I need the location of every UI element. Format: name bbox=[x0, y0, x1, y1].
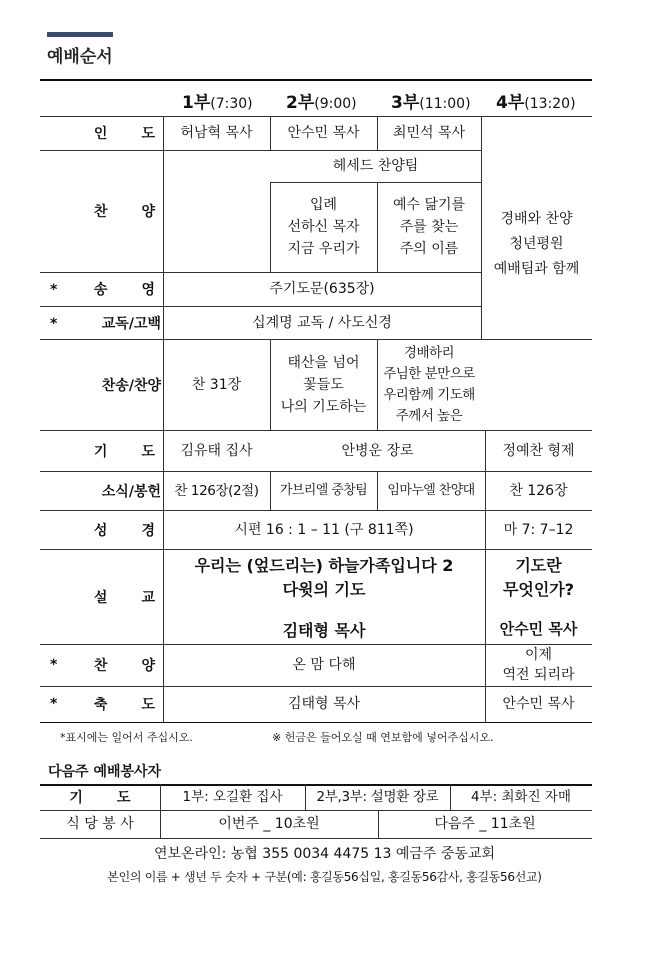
leader-label: 인 도 bbox=[93, 126, 155, 142]
leader-service-1: 허남혁 목사 bbox=[180, 125, 253, 141]
service-3-header: 3부(11:00) bbox=[391, 93, 471, 113]
prayer-service-1: 김유태 집사 bbox=[180, 442, 253, 459]
offering-label: 소식/봉헌 bbox=[101, 483, 161, 500]
offering-service-1: 찬 126장(2절) bbox=[174, 482, 259, 499]
leader-service-2: 안수민 목사 bbox=[287, 125, 360, 141]
scripture-service-4: 마 7: 7–12 bbox=[503, 521, 574, 538]
deposit-format: 본인의 이름 + 생년 두 숫자 + 구분(예: 홍길동56십일, 홍길동56감사, 홍길동56선교) bbox=[107, 870, 542, 884]
online-offering: 연보온라인: 농협 355 0034 4475 13 예금주 중동교회 bbox=[154, 846, 495, 862]
benediction-value: 김태형 목사 bbox=[287, 696, 361, 712]
sermon-title-line: 무엇인가? bbox=[502, 580, 575, 599]
sermon-title bbox=[163, 554, 485, 602]
service-4-merged-praise bbox=[481, 150, 592, 339]
kitchen-this-week: 이번주 _ 10초원 bbox=[218, 816, 320, 832]
benediction-label: 축 도 bbox=[93, 697, 155, 713]
closing-hymn-label: 찬 양 bbox=[93, 658, 155, 674]
table-bottom-border bbox=[40, 722, 592, 723]
next-week-title: 다음주 예배봉사자 bbox=[48, 764, 162, 780]
closing-hymn-line: 역전 되리라 bbox=[502, 667, 575, 683]
scripture-label: 성 경 bbox=[93, 522, 155, 539]
sermon-service-4-title bbox=[485, 554, 592, 602]
prayer-service-23: 안병운 장로 bbox=[341, 442, 414, 459]
song-item: 주님한 분만으로 bbox=[383, 365, 475, 382]
song-item: 나의 기도하는 bbox=[280, 398, 367, 415]
hymn-service-3-songs bbox=[377, 339, 481, 430]
merged-line: 청년평원 bbox=[509, 236, 564, 252]
closing-hymn-service-4 bbox=[485, 644, 592, 686]
creed-value: 십계명 교독 / 사도신경 bbox=[252, 314, 392, 331]
offering-note: ※ 헌금은 들어오실 때 연보함에 넣어주십시오. bbox=[272, 731, 494, 744]
song-item: 주의 이름 bbox=[399, 241, 459, 257]
next-prayer-4: 4부: 최화진 자매 bbox=[471, 789, 571, 805]
song-item: 예수 닮기를 bbox=[392, 197, 466, 213]
service-2-header: 2부(9:00) bbox=[286, 93, 357, 113]
song-item: 선하신 목자 bbox=[287, 219, 360, 235]
praise-team: 헤세드 찬양팀 bbox=[332, 158, 419, 174]
kitchen-next-week: 다음주 _ 11초원 bbox=[434, 816, 536, 832]
song-item: 주를 찾는 bbox=[399, 219, 459, 235]
next-prayer-1: 1부: 오길환 집사 bbox=[182, 789, 283, 805]
stand-mark: * bbox=[50, 696, 58, 712]
praise-service-2-songs bbox=[270, 182, 377, 272]
song-item: 주께서 높은 bbox=[395, 407, 463, 424]
sermon-preacher: 김태형 목사 bbox=[282, 621, 366, 640]
sermon-title-line: 다윗의 기도 bbox=[282, 580, 366, 599]
hymn-service-2-songs bbox=[270, 339, 377, 430]
leader-service-3: 최민석 목사 bbox=[392, 125, 466, 141]
song-item: 태산을 넘어 bbox=[287, 354, 360, 371]
benediction-service-4: 안수민 목사 bbox=[502, 696, 575, 712]
doxology-value: 주기도문(635장) bbox=[269, 281, 375, 297]
table-top-border bbox=[40, 79, 592, 81]
next-prayer-23: 2부,3부: 설명환 장로 bbox=[316, 789, 439, 805]
service-1-header: 1부(7:30) bbox=[182, 93, 253, 113]
doxology-label: 송 영 bbox=[93, 282, 155, 298]
praise-service-3-songs bbox=[377, 182, 481, 272]
scripture-value: 시편 16 : 1 – 11 (구 811쪽) bbox=[234, 521, 414, 538]
merged-line: 경배와 찬양 bbox=[500, 211, 573, 227]
kitchen-label: 식 당 봉 사 bbox=[66, 816, 134, 832]
sermon-service-4-preacher: 안수민 목사 bbox=[499, 620, 578, 638]
sermon-title-line: 기도란 bbox=[515, 556, 562, 575]
song-item: 우리함께 기도해 bbox=[383, 386, 475, 403]
closing-hymn-value: 온 맘 다해 bbox=[292, 657, 356, 673]
sermon-title-line: 우리는 (엎드리는) 하늘가족입니다 2 bbox=[194, 556, 454, 575]
next-prayer-label: 기 도 bbox=[69, 790, 131, 806]
service-4-header: 4부(13:20) bbox=[496, 93, 576, 113]
prayer-service-4: 정예찬 형제 bbox=[502, 442, 575, 459]
hymn-service-1: 찬 31장 bbox=[191, 376, 242, 393]
offering-service-4: 찬 126장 bbox=[509, 482, 568, 499]
divider bbox=[40, 838, 592, 839]
song-item: 입례 bbox=[309, 197, 338, 213]
song-item: 경배하리 bbox=[403, 344, 455, 361]
stand-mark: * bbox=[50, 657, 58, 673]
hymn-label: 찬송/찬양 bbox=[101, 377, 161, 394]
offering-service-3: 임마누엘 찬양대 bbox=[387, 482, 475, 498]
creed-label: 교독/고백 bbox=[101, 315, 161, 332]
closing-hymn-line: 이제 bbox=[524, 647, 553, 663]
merged-line: 예배팀과 함께 bbox=[493, 261, 580, 277]
offering-service-2: 가브리엘 중창팀 bbox=[279, 482, 368, 498]
sermon-label: 설 교 bbox=[93, 589, 155, 606]
stand-note: *표시에는 일어서 주십시오. bbox=[60, 731, 193, 744]
stand-mark: * bbox=[50, 316, 58, 332]
stand-mark: * bbox=[50, 282, 58, 298]
song-item: 꽃들도 bbox=[303, 376, 344, 393]
prayer-label: 기 도 bbox=[93, 443, 155, 460]
praise-label: 찬 양 bbox=[93, 204, 155, 220]
section-title: 예배순서 bbox=[47, 47, 113, 67]
song-item: 지금 우리가 bbox=[287, 241, 360, 257]
title-bar bbox=[47, 32, 113, 37]
